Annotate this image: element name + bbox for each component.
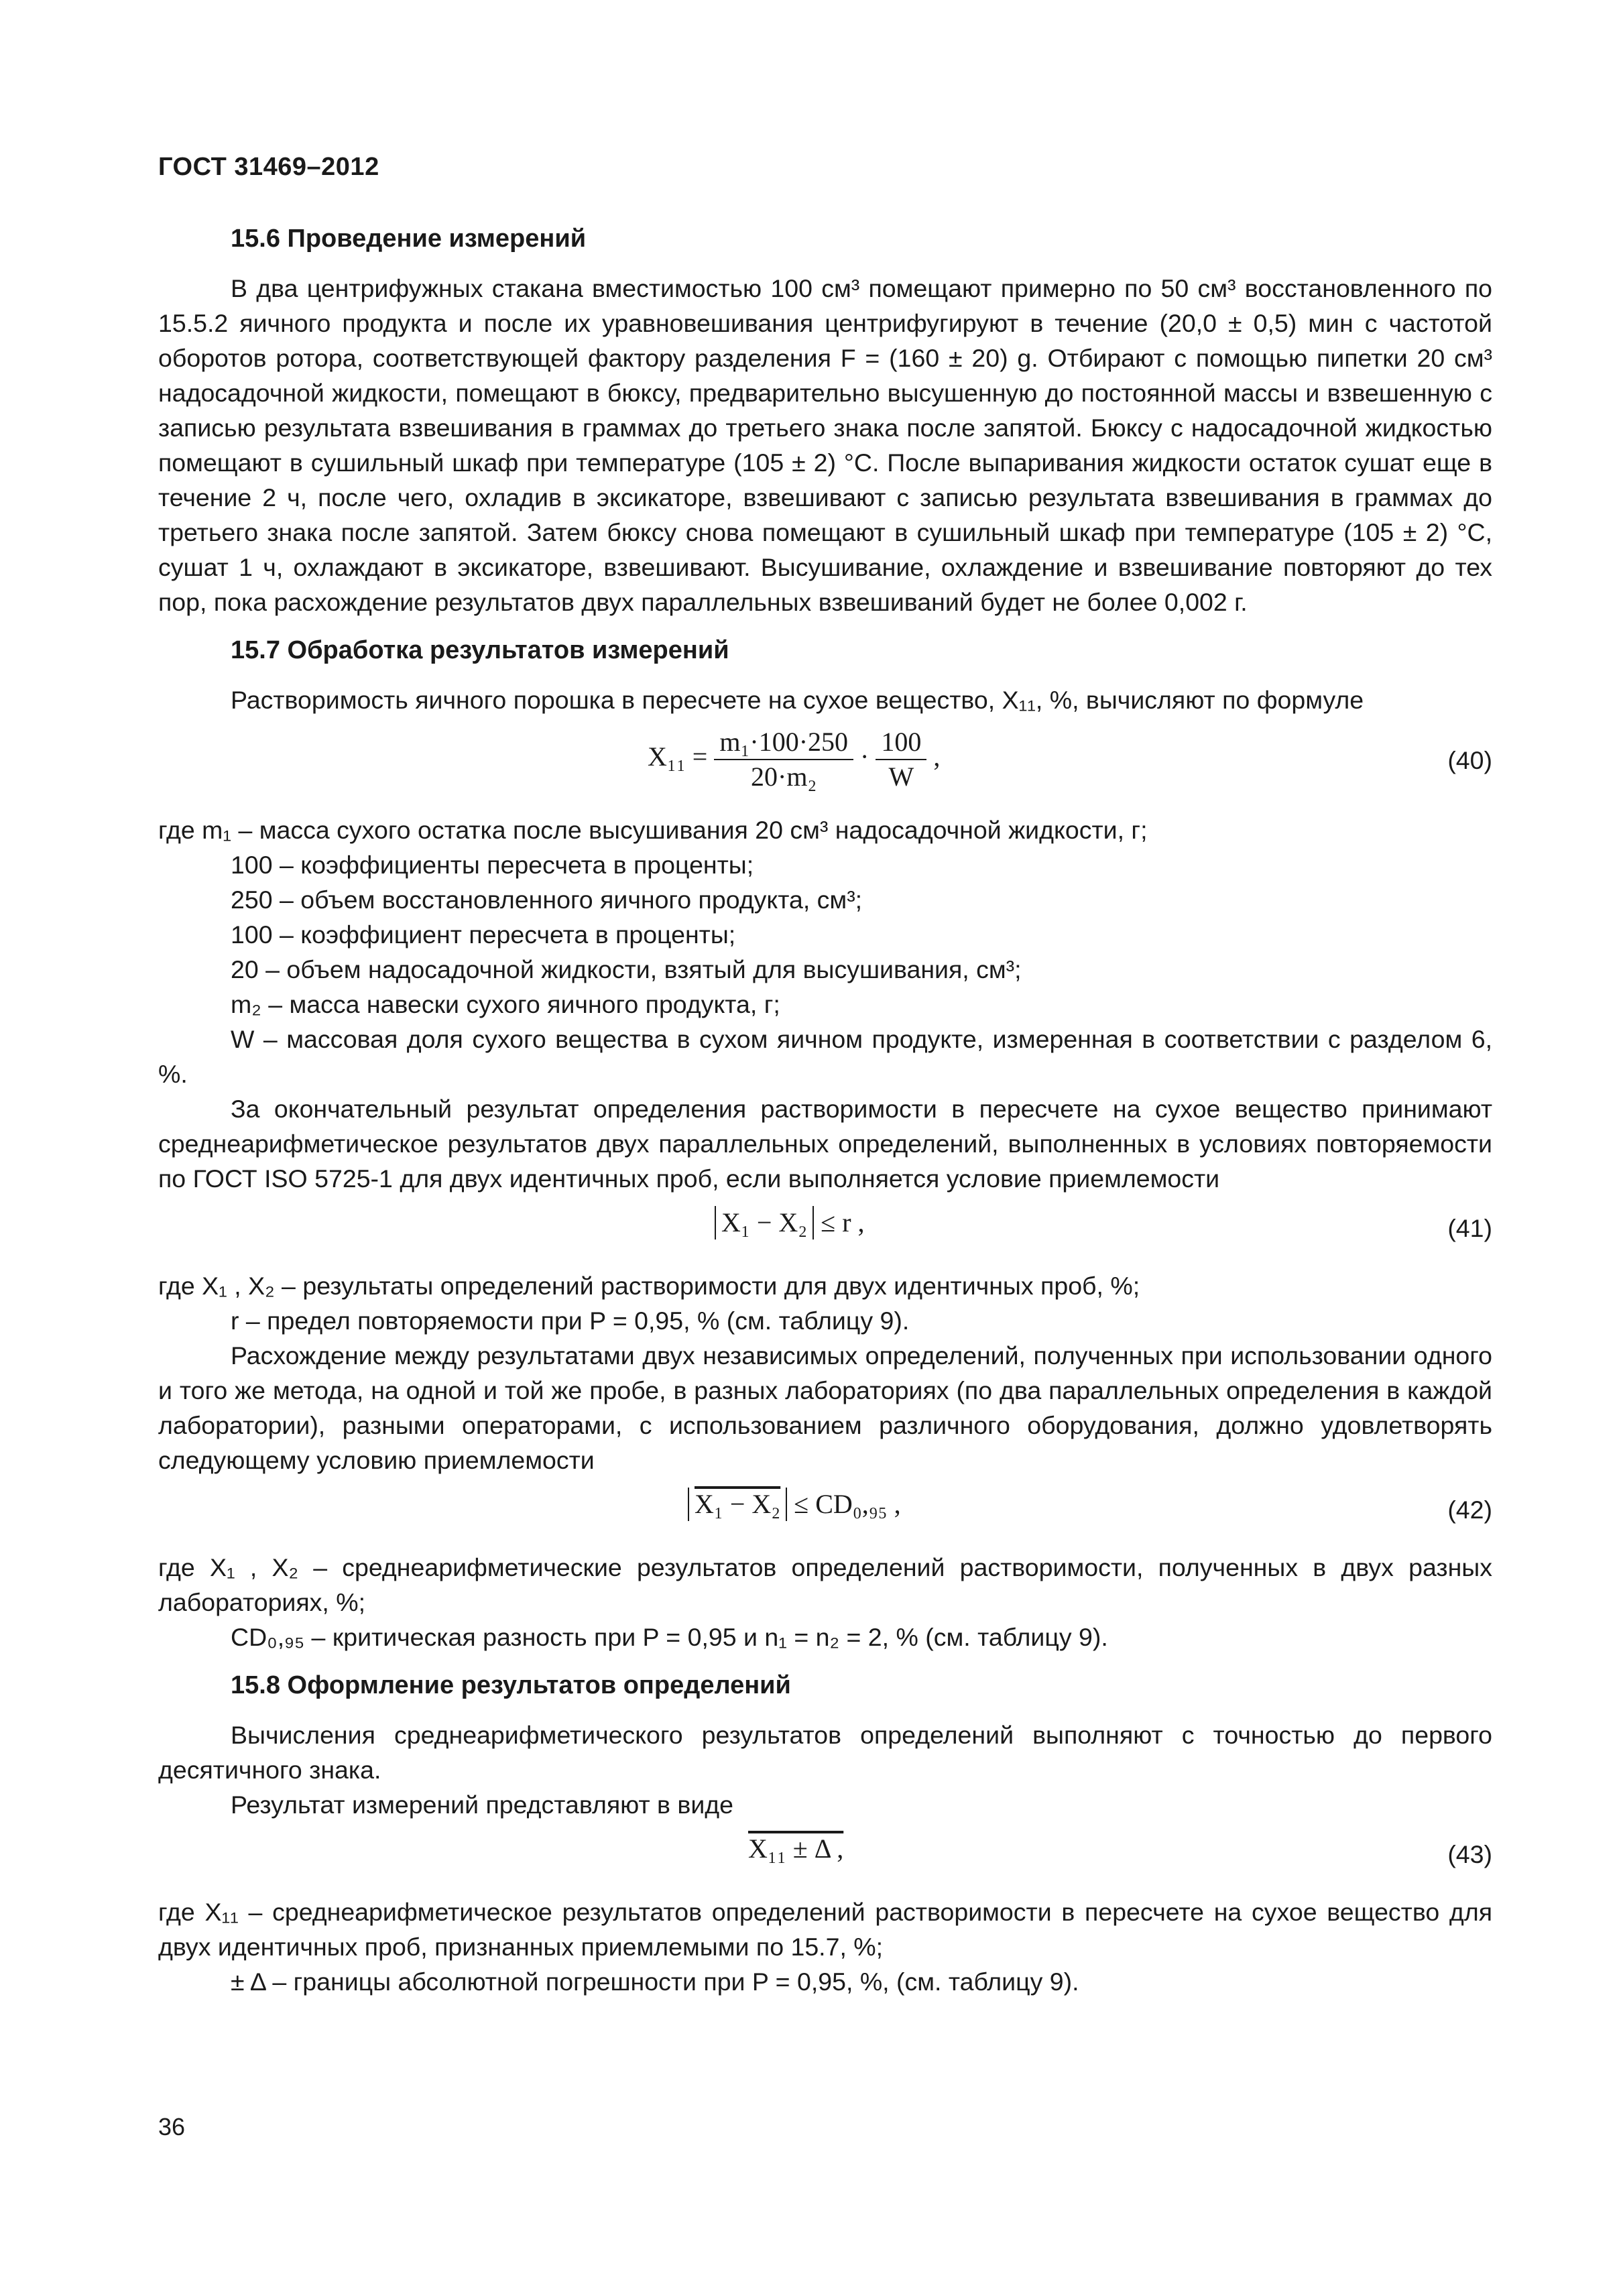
formula-43 xyxy=(158,1831,1492,1882)
section-15-8-paragraph-2: Результат измерений представляют в виде xyxy=(231,1791,733,1819)
where-41-line-1: где X₁ , X₂ – результаты определений растворимости для двух идентичных проб, %; xyxy=(158,1272,1140,1300)
formula-42-number: (42) xyxy=(1447,1496,1492,1524)
formula-40-tail: , xyxy=(933,741,941,772)
page-number: 36 xyxy=(158,2113,186,2140)
document-body xyxy=(158,221,1492,1999)
section-15-6-title: 15.6 Проведение измерений xyxy=(231,225,587,253)
where-40-line-3: 250 – объем восстановленного яичного продукта, см³; xyxy=(231,886,863,914)
where-41-line-2: r – предел повторяемости при P = 0,95, % (см. таблицу 9). xyxy=(231,1307,910,1335)
formula-42-abs: X₁ − X₂ xyxy=(688,1488,787,1521)
section-15-8-title: 15.8 Оформление результатов определений xyxy=(231,1671,791,1699)
section-15-7-intro: Растворимость яичного порошка в пересчете на сухое вещество, X₁₁, %, вычисляют по формуле xyxy=(231,686,1364,714)
section-15-6-paragraph: В два центрифужных стакана вместимостью 100 см³ помещают примерно по 50 см³ восстановленного по 15.5.2 яичного продукта и после их уравновешивания центрифугируют в течение (20,0 ± 0,5) мин с частотой оборотов ротора, соответствующей фактору разделения F = (160 ± 20) g. Отбирают с помощью пипетки 20 см³ надосадочной жидкости, помещают в бюксу, предварительно высушенную до постоянной массы и взвешенную с записью результата взвешивания в граммах до третьего знака после запятой. Бюксу с надосадочной жидкостью помещают в сушильный шкаф при температуре (105 ± 2) °С. После выпаривания жидкости остаток сушат еще в течение 2 ч, после чего, охладив в эксикаторе, взвешивают с записью результата взвешивания в граммах до третьего знака после запятой. Затем бюксу снова помещают в сушильный шкаф при температуре (105 ± 2) °С, сушат 1 ч, охлаждают в эксикаторе, взвешивают. Высушивание, охлаждение и взвешивание повторяют до тех пор, пока расхождение результатов двух параллельных взвешиваний будет не более 0,002 г. xyxy=(158,274,1492,616)
formula-40 xyxy=(158,725,1492,804)
formula-41-expression xyxy=(715,1205,865,1240)
where-40-line-2: 100 – коэффициенты пересчета в проценты; xyxy=(231,851,754,879)
section-15-7-paragraph-2: За окончательный результат определения растворимости в пересчете на сухое вещество принимают среднеарифметическое результатов двух параллельных определений, выполненных в условиях повторяемости по ГОСТ ISO 5725-1 для двух идентичных проб, если выполняется условие приемлемости xyxy=(158,1095,1492,1193)
where-40-line-5: 20 – объем надосадочной жидкости, взятый для высушивания, см³; xyxy=(231,955,1022,983)
where-43-line-2: ± Δ – границы абсолютной погрешности при P = 0,95, %, (см. таблицу 9). xyxy=(231,1968,1079,1996)
where-40-line-7: W – массовая доля сухого вещества в сухом яичном продукте, измеренная в соответствии с разделом 6, %. xyxy=(158,1025,1492,1088)
formula-42-rhs: ≤ CD₀,₉₅ , xyxy=(794,1489,901,1519)
formula-42-expression xyxy=(688,1487,901,1522)
formula-42 xyxy=(158,1487,1492,1538)
where-43-line-1: где X₁₁ – среднеарифметическое результатов определений растворимости в пересчете на сухое вещество для двух идентичных проб, признанных приемлемыми по 15.7, %; xyxy=(158,1898,1492,1961)
document-header: ГОСТ 31469–2012 xyxy=(158,153,379,181)
section-15-7-paragraph-3: Расхождение между результатами двух независимых определений, полученных при использовании одного и того же метода, на одной и той же пробе, в разных лабораториях (по два параллельных определения в каждой лаборатории), разными операторами, с использованием различного оборудования, должно удовлетворять следующему условию приемлемости xyxy=(158,1341,1492,1474)
formula-40-expression: X₁₁ = $\frac{\text{m₁·100·250}}{\text{20·m₂}}$ · $\frac{100}{W}$ , xyxy=(648,725,940,794)
section-15-7-title: 15.7 Обработка результатов измерений xyxy=(231,636,729,664)
where-40-line-4: 100 – коэффициент пересчета в проценты; xyxy=(231,920,736,949)
formula-40-fraction-1 xyxy=(714,725,853,794)
where-42-line-1: где X₁ , X₂ – среднеарифметические результатов определений растворимости, полученных в двух разных лабораториях, %; xyxy=(158,1553,1492,1616)
formula-40-numerator-2: 100 xyxy=(876,725,926,760)
where-40-line-6: m₂ – масса навески сухого яичного продукта, г; xyxy=(231,990,780,1018)
formula-41-rhs: ≤ r , xyxy=(821,1207,865,1237)
section-15-8-paragraph-1: Вычисления среднеарифметического результатов определений выполняют с точностью до первого десятичного знака. xyxy=(158,1721,1492,1784)
where-42-line-2: CD₀,₉₅ – критическая разность при P = 0,95 и n₁ = n₂ = 2, % (см. таблицу 9). xyxy=(231,1623,1108,1651)
formula-43-body: X₁₁ ± Δ , xyxy=(748,1833,844,1864)
formula-40-number: (40) xyxy=(1447,746,1492,774)
formula-41 xyxy=(158,1205,1492,1256)
formula-41-number: (41) xyxy=(1447,1214,1492,1242)
formula-40-numerator-1: m₁·100·250 xyxy=(714,725,853,760)
formula-43-number: (43) xyxy=(1447,1840,1492,1868)
formula-40-denominator-2: W xyxy=(888,762,914,792)
formula-40-lhs: X₁₁ = xyxy=(648,741,708,772)
formula-40-denominator-1: 20·m₂ xyxy=(751,762,817,792)
formula-41-abs: X₁ − X₂ xyxy=(715,1206,814,1240)
formula-43-expression xyxy=(748,1831,843,1866)
where-40-line-1: где m₁ – масса сухого остатка после высушивания 20 см³ надосадочной жидкости, г; xyxy=(158,816,1148,844)
formula-40-fraction-2 xyxy=(876,725,926,794)
